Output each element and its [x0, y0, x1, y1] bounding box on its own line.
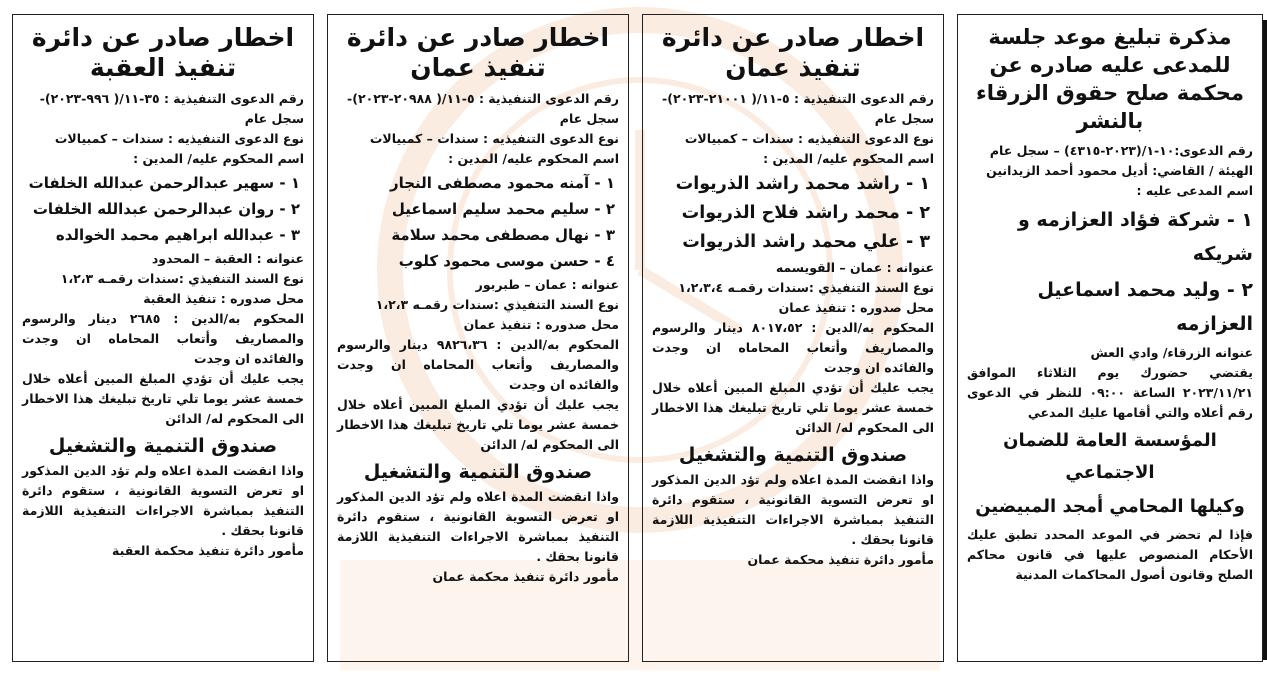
closing-body: واذا انقضت المدة اعلاه ولم تؤد الدين المذكور او تعرض التسوية القانونية ، ستقوم دائرة التنفيذ بمباشرة الاجراءات التنفيذية اللازمة قانونا بحقك .: [337, 489, 619, 564]
hearing-body: يقتضي حضورك يوم الثلاثاء الموافق ٢٠٢٣/١١/٢١ الساعة ٠٩:٠٠ للنظر في الدعوى رقم أعلاه والتي أقامها عليك المدعي: [967, 365, 1253, 420]
case-type: نوع الدعوى التنفيذيه : سندات – كمبيالات: [684, 131, 934, 146]
officer-signature: مأمور دائرة تنفيذ محكمة عمان: [432, 569, 619, 584]
debtor-name-2: ٢ - روان عبدالرحمن عبدالله الخلفات: [32, 200, 300, 218]
debtor-name-3: ٣ - علي محمد راشد الذريوات: [682, 232, 930, 252]
plaintiff-name: المؤسسة العامة للضمان الاجتماعي: [1003, 430, 1217, 483]
issued-by: محل صدوره : تنفيذ العقبة: [143, 291, 304, 306]
payment-warning: يجب عليك أن تؤدي المبلغ المبين أعلاه خلال خمسة عشر يوما تلي تاريخ تبليغك هذا الاخطار الى المحكوم له/ الدائن: [22, 371, 304, 426]
notice-execution-amman-2: [327, 14, 629, 662]
debtor-name-1: ١ - آمنه محمود مصطفى النجار: [389, 174, 615, 192]
notice-execution-aqaba: [12, 14, 314, 662]
defendant-name-2: ٢ - وليد محمد اسماعيل العزازمه: [1037, 279, 1253, 335]
debtor-name-1: ١ - سهير عبدالرحمن عبدالله الخلفات: [28, 174, 300, 192]
payment-warning: يجب عليك أن تؤدي المبلغ المبين أعلاه خلال خمسة عشر يوما تلي تاريخ تبليغك هذا الاخطار الى المحكوم له/ الدائن: [337, 397, 619, 452]
debtor-address: عنوانه : عمان – طبربور: [475, 277, 619, 292]
creditor-name: صندوق التنمية والتشغيل: [48, 435, 278, 457]
defendant-name-1: ١ - شركة فؤاد العزازمه و شريكه: [1018, 209, 1253, 265]
judge-panel: الهيئة / القاضي: أديل محمود أحمد الزيدانين: [986, 163, 1253, 178]
debtor-label: اسم المحكوم عليه/ المدين :: [133, 151, 304, 166]
debtor-name-2: ٢ - محمد راشد فلاح الذريوات: [681, 203, 930, 223]
debtor-address: عنوانه : العقبة – المحدود: [151, 251, 304, 266]
bond-type: نوع السند التنفيذي :سندات رقمـه ١،٢،٣: [375, 297, 619, 312]
debtor-name-4: ٤ - حسن موسى محمود كلوب: [398, 252, 615, 270]
officer-signature: مأمور دائرة تنفيذ محكمة العقبة: [112, 543, 304, 558]
notice-court-summons: [957, 14, 1263, 662]
defendant-address: عنوانه الزرقاء/ وادي العش: [1090, 345, 1253, 360]
case-number: رقم الدعوى التنفيذية : ٥-١١/( ٢٠٩٨٨-٢٠٢٣)- سجل عام: [347, 91, 619, 126]
case-number: رقم الدعوى التنفيذية : ٥-١١/( ٢١٠٠١-٢٠٢٣)- سجل عام: [662, 91, 934, 126]
creditor-name: صندوق التنمية والتشغيل: [363, 461, 593, 483]
case-type: نوع الدعوى التنفيذيه : سندات – كمبيالات: [369, 131, 619, 146]
debtor-address: عنوانه : عمان – القويسمه: [775, 260, 934, 275]
judgment-amount: المحكوم به/الدين : ٢٦٨٥ دينار والرسوم والمصاريف وأتعاب المحاماه ان وجدت والفائده ان وجدت: [22, 311, 304, 366]
bond-type: نوع السند التنفيذي :سندات رقمـه ١،٢،٣،٤: [678, 280, 934, 295]
issued-by: محل صدوره : تنفيذ عمان: [463, 317, 619, 332]
debtor-label: اسم المحكوم عليه/ المدين :: [448, 151, 619, 166]
notice-title: مذكرة تبليغ موعد جلسة للمدعى عليه صادره عن محكمة صلح حقوق الزرقاء بالنشر: [976, 25, 1244, 133]
case-number: رقم الدعوى:١٠-١/(٢٠٢٣-٤٣١٥) – سجل عام: [989, 143, 1253, 158]
bond-type: نوع السند التنفيذي :سندات رقمـه ١،٢،٣: [60, 271, 304, 286]
debtor-name-3: ٣ - عبدالله ابراهيم محمد الخوالده: [55, 226, 300, 244]
debtor-name-1: ١ - راشد محمد راشد الذريوات: [675, 174, 930, 194]
defendant-label: اسم المدعى عليه :: [1136, 183, 1253, 198]
debtor-name-3: ٣ - نهال مصطفى محمد سلامة: [391, 226, 615, 244]
notice-execution-amman-1: [642, 14, 944, 662]
payment-warning: يجب عليك أن تؤدي المبلغ المبين أعلاه خلال خمسة عشر يوما تلي تاريخ تبليغك هذا الاخطار الى المحكوم له/ الدائن: [652, 380, 934, 435]
officer-signature: مأمور دائرة تنفيذ محكمة عمان: [747, 552, 934, 567]
case-type: نوع الدعوى التنفيذيه : سندات – كمبيالات: [54, 131, 304, 146]
page-edge-rule: [1263, 20, 1267, 660]
judgment-amount: المحكوم به/الدين : ٨٠١٧،٥٢ دينار والرسوم والمصاريف وأتعاب المحاماه ان وجدت والفائده ان وجدت: [652, 320, 934, 375]
debtor-name-2: ٢ - سليم محمد سليم اسماعيل: [391, 200, 615, 218]
notice-title: اخطار صادر عن دائرة تنفيذ عمان: [661, 23, 925, 82]
creditor-name: صندوق التنمية والتشغيل: [678, 444, 908, 466]
notice-title: اخطار صادر عن دائرة تنفيذ العقبة: [31, 23, 295, 82]
closing-body: واذا انقضت المدة اعلاه ولم تؤد الدين المذكور او تعرض التسوية القانونية ، ستقوم دائرة التنفيذ بمباشرة الاجراءات التنفيذية اللازمة قانونا بحقك .: [22, 463, 304, 538]
issued-by: محل صدوره : تنفيذ عمان: [778, 300, 934, 315]
closing-body: فإذا لم تحضر في الموعد المحدد تطبق عليك الأحكام المنصوص عليها في قانون محاكم الصلح وقانون أصول المحاكمات المدنية: [967, 527, 1253, 582]
notice-title: اخطار صادر عن دائرة تنفيذ عمان: [346, 23, 610, 82]
case-number: رقم الدعوى التنفيذية : ٣٥-١١/( ٩٩٦-٢٠٢٣)- سجل عام: [39, 91, 304, 126]
debtor-label: اسم المحكوم عليه/ المدين :: [763, 151, 934, 166]
plaintiff-lawyer: وكيلها المحامي أمجد المبيضين: [975, 496, 1245, 517]
closing-body: واذا انقضت المدة اعلاه ولم تؤد الدين المذكور او تعرض التسوية القانونية ، ستقوم دائرة التنفيذ بمباشرة الاجراءات التنفيذية اللازمة قانونا بحقك .: [652, 472, 934, 547]
judgment-amount: المحكوم به/الدين : ٩٨٢٦،٣٦ دينار والرسوم والمصاريف وأتعاب المحاماه ان وجدت والفائده ان وجدت: [337, 337, 619, 392]
